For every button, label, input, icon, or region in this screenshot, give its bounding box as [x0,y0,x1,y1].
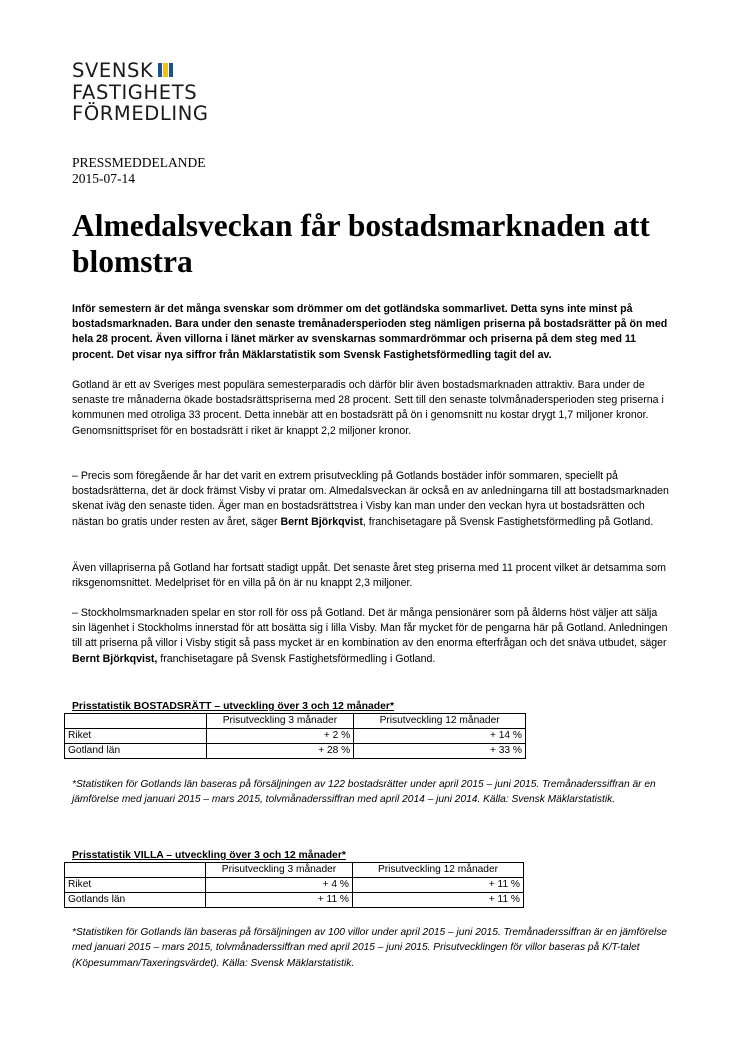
table-header-cell [65,714,207,729]
table-header-row [65,714,526,729]
table-header-cell: Prisutveckling 3 månader [206,714,354,729]
table-cell: Gotland län [65,744,207,759]
table-row [65,878,524,893]
paragraph-2: – Precis som föregående år har det varit en extrem prisutveckling på Gotlands bostäder inför sommaren, speciellt på bostadsrätterna, det är dock främst Visby vi pratar om. Almedalsveckan är också en av anledningarna till att bostadsmarknaden skenat iväg den senaste tiden. Äger man en bostadsrättstrea i Visby kan man under den veckan hyra ut bostadsrätten och nästan bo gratis under resten av året, säger Bernt Björkqvist, franchisetagare på Svensk Fastighetsförmedling på Gotland. [72,470,669,528]
quoted-person-name: Bernt Björkqvist, [72,652,158,665]
paragraph-4: – Stockholmsmarknaden spelar en stor roll för oss på Gotland. Det är många pensionärer som på ålderns höst väljer att sälja sin lägenhet i Stockholms innerstad för att bosätta sig i lilla Visby. Man får mycket för de pengarna här på Gotland. Anledningen till att priserna på villor i Visby stigit så pass mycket är en kombination av den enorma efterfrågan och det snäva utbudet, säger Bernt Björkqvist, franchisetagare på Svensk Fastighetsförmedling i Gotland. [72,607,668,665]
logo-line-1: SVENSK [72,60,209,82]
logo-line-2: FASTIGHETS [72,80,198,104]
table-cell: + 14 % [354,729,526,744]
paragraph-3: Även villapriserna på Gotland har fortsatt stadigt uppåt. Det senaste året steg priserna med 11 procent vilket är detsamma som riksgenomsnittet. Medelpriset för en villa på ön är nu knappt 2,3 miljoner. [72,562,666,590]
table-header-cell: Prisutveckling 12 månader [353,863,524,878]
table-cell: + 33 % [354,744,526,759]
table-header-cell: Prisutveckling 12 månader [354,714,526,729]
company-logo [72,60,209,125]
table-bostadsratt [64,713,526,759]
table-cell: + 4 % [206,878,353,893]
table-header-cell [65,863,206,878]
table-header-cell: Prisutveckling 3 månader [206,863,353,878]
table-cell: Riket [65,878,206,893]
table-2-footnote: *Statistiken för Gotlands län baseras på försäljningen av 100 villor under april 2015 – juni 2015. Tremånaderssiffran är en jämförelse med januari 2015 – mars 2015, tolvmånaderssiffran med april 2015 – juni 2015. Prisutvecklingen för villor baseras på K/T-talet (Köpesumman/Taxeringsvärdet). Källa: Svensk Mäklarstatistik. [72,927,667,969]
table-row [65,729,526,744]
table-cell: + 11 % [206,893,353,908]
table-cell: + 28 % [206,744,354,759]
lead-paragraph: Inför semestern är det många svenskar som drömmer om det gotländska sommarlivet. Detta syns inte minst på bostadsmarknaden. Bara under den senaste tremånadersperioden steg nämligen priserna på bostadsrätter på ön med hela 28 procent. Även villorna i länet märker av svenskarnas sommardrömmar och priserna på dem steg med 11 procent. Det visar nya siffror från Mäklarstatistik som Svensk Fastighetsförmedling tagit del av. [72,303,668,361]
table-cell: + 11 % [353,878,524,893]
table-cell: Riket [65,729,207,744]
table-2-title: Prisstatistik VILLA – utveckling över 3 och 12 månader* [72,850,346,861]
press-release-date: 2015-07-14 [72,171,135,186]
press-release-label: PRESSMEDDELANDE [72,155,206,170]
table-villa [64,862,524,908]
table-cell: + 2 % [206,729,354,744]
table-1-footnote: *Statistiken för Gotlands län baseras på försäljningen av 122 bostadsrätter under april 2015 – juni 2015. Tremånaderssiffran är en jämförelse med januari 2015 – mars 2015, tolvmånaderssiffran med april 2014 – juni 2014. Källa: Svensk Mäklarstatistik. [72,779,656,806]
headline: Almedalsveckan får bostadsmarknaden att blomstra [72,208,650,279]
quoted-person-name: Bernt Björkqvist [280,515,363,528]
logo-line-3: FÖRMEDLING [72,102,209,125]
press-meta [72,155,206,187]
table-row [65,744,526,759]
table-1-title: Prisstatistik BOSTADSRÄTT – utveckling över 3 och 12 månader* [72,701,395,712]
table-row [65,893,524,908]
table-header-row [65,863,524,878]
paragraph-1: Gotland är ett av Sveriges mest populära semesterparadis och därför blir även bostadsmarknaden attraktiv. Bara under de senaste tre månaderna ökade bostadsrättspriserna med 28 procent. Sett till den senaste tolvmånadersperioden steg priserna i kommunen med otroliga 33 procent. Detta innebär att en bostadsrätt på ön i genomsnitt nu kostar drygt 1,7 miljoner kronor. Genomsnittspriset för en bostadsrätt i riket är knappt 2,2 miljoner kronor. [72,379,664,437]
swedish-flag-icon [158,63,173,77]
table-cell: + 11 % [353,893,524,908]
table-cell: Gotlands län [65,893,206,908]
